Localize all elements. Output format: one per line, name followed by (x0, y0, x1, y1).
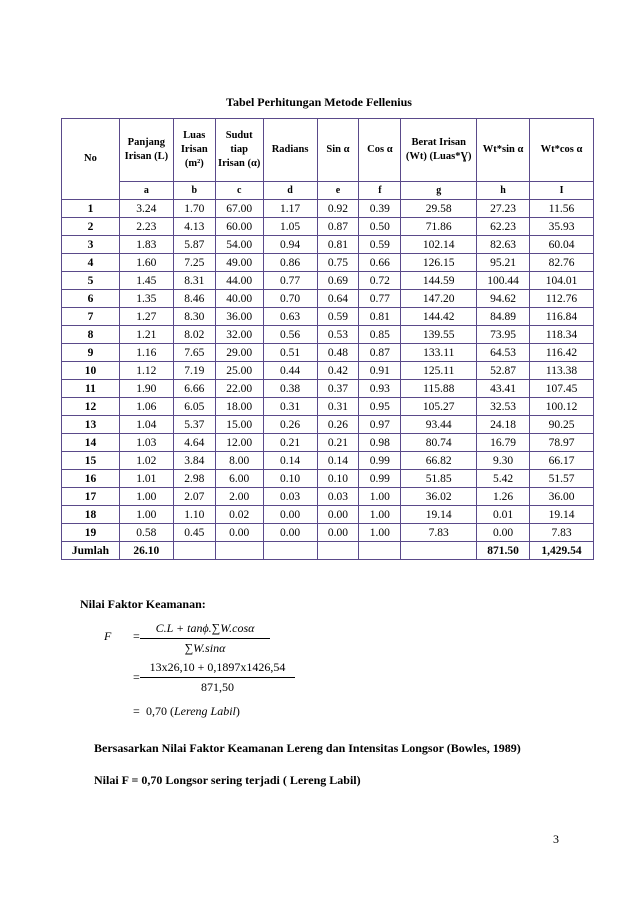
table-cell: 1.21 (119, 326, 173, 344)
header-cell: No (62, 119, 120, 200)
table-cell: 0.91 (359, 362, 401, 380)
letter-cell: a (119, 182, 173, 200)
table-cell: 12.00 (215, 434, 263, 452)
table-cell: 51.57 (530, 470, 594, 488)
table-cell: 1.00 (119, 488, 173, 506)
table-cell: 2.00 (215, 488, 263, 506)
table-row (62, 254, 594, 272)
formula-eq-3: = (133, 704, 140, 718)
table-cell: 1.00 (359, 524, 401, 542)
table-cell: 0.38 (263, 380, 317, 398)
header-cell: Luas Irisan (m²) (173, 119, 215, 182)
table-cell: 0.97 (359, 416, 401, 434)
table-cell: 0.00 (215, 524, 263, 542)
table-cell: 6.05 (173, 398, 215, 416)
table-cell: 40.00 (215, 290, 263, 308)
table-cell: 2.23 (119, 218, 173, 236)
table-cell: 0.70 (263, 290, 317, 308)
table-cell: 0.26 (317, 416, 359, 434)
table-cell: 0.58 (119, 524, 173, 542)
table-row (62, 236, 594, 254)
table-cell: 1.05 (263, 218, 317, 236)
table-cell: 0.03 (263, 488, 317, 506)
table-cell: 0.00 (263, 506, 317, 524)
table-cell: 60.04 (530, 236, 594, 254)
table-cell: 0.39 (359, 200, 401, 218)
table-cell: 5.37 (173, 416, 215, 434)
table-cell: 0.56 (263, 326, 317, 344)
table-cell: 0.51 (263, 344, 317, 362)
table-cell: 49.00 (215, 254, 263, 272)
table-cell: 115.88 (401, 380, 477, 398)
table-cell: 16.79 (477, 434, 530, 452)
table-row (62, 326, 594, 344)
table-cell: 1.03 (119, 434, 173, 452)
header-cell: Cos α (359, 119, 401, 182)
table-cell: 18.00 (215, 398, 263, 416)
table-cell: 8.46 (173, 290, 215, 308)
table-cell: 12 (62, 398, 120, 416)
table-cell: 19.14 (401, 506, 477, 524)
table-cell: 0.81 (317, 236, 359, 254)
total-cell: 1,429.54 (530, 542, 594, 560)
table-cell: 13 (62, 416, 120, 434)
table-cell: 94.62 (477, 290, 530, 308)
table-cell: 0.87 (317, 218, 359, 236)
table-cell: 54.00 (215, 236, 263, 254)
table-cell: 7.65 (173, 344, 215, 362)
table-row (62, 344, 594, 362)
formula-result: 0,70 (Lereng Labil) (146, 704, 240, 718)
table-cell: 43.41 (477, 380, 530, 398)
table-cell: 0.31 (317, 398, 359, 416)
table-cell: 6.66 (173, 380, 215, 398)
table-cell: 102.14 (401, 236, 477, 254)
table-cell: 0.21 (317, 434, 359, 452)
total-cell: 26.10 (119, 542, 173, 560)
header-cell: Radians (263, 119, 317, 182)
letter-row (62, 182, 594, 200)
table-cell: 5.87 (173, 236, 215, 254)
table-cell: 36.00 (215, 308, 263, 326)
table-cell: 0.95 (359, 398, 401, 416)
table-cell: 133.11 (401, 344, 477, 362)
table-cell: 5 (62, 272, 120, 290)
letter-cell: f (359, 182, 401, 200)
table-cell: 32.53 (477, 398, 530, 416)
table-cell: 1.00 (359, 506, 401, 524)
table-cell: 2.98 (173, 470, 215, 488)
result-note: Lereng Labil (174, 704, 236, 718)
table-cell: 3 (62, 236, 120, 254)
table-cell: 126.15 (401, 254, 477, 272)
table-cell: 4.13 (173, 218, 215, 236)
formula-num2: 13x26,10 + 0,1897x1426,54 (149, 660, 286, 674)
table-row (62, 362, 594, 380)
table-cell: 0.50 (359, 218, 401, 236)
table-cell: 32.00 (215, 326, 263, 344)
table-cell: 95.21 (477, 254, 530, 272)
table-cell: 7.83 (530, 524, 594, 542)
table-cell: 9.30 (477, 452, 530, 470)
table-cell: 2.07 (173, 488, 215, 506)
table-cell: 1.83 (119, 236, 173, 254)
table-cell: 1.26 (477, 488, 530, 506)
table-cell: 1.16 (119, 344, 173, 362)
table-cell: 9 (62, 344, 120, 362)
table-cell: 27.23 (477, 200, 530, 218)
table-cell: 11 (62, 380, 120, 398)
table-cell: 1.00 (119, 506, 173, 524)
table-cell: 8.30 (173, 308, 215, 326)
table-cell: 0.14 (317, 452, 359, 470)
safety-factor-label: Nilai Faktor Keamanan: (80, 597, 206, 611)
letter-cell: h (477, 182, 530, 200)
table-cell: 0.99 (359, 452, 401, 470)
table-cell: 7 (62, 308, 120, 326)
table-cell: 0.63 (263, 308, 317, 326)
table-cell: 0.42 (317, 362, 359, 380)
table-cell: 1.17 (263, 200, 317, 218)
table-cell: 1.01 (119, 470, 173, 488)
table-cell: 1.00 (359, 488, 401, 506)
formula-denominator: ∑W.sinα (184, 641, 226, 655)
table-cell: 0.64 (317, 290, 359, 308)
fraction-bar-2 (140, 677, 295, 678)
total-cell (359, 542, 401, 560)
table-cell: 1.10 (173, 506, 215, 524)
total-cell: 871.50 (477, 542, 530, 560)
table-cell: 36.00 (530, 488, 594, 506)
total-cell (173, 542, 215, 560)
table-cell: 82.76 (530, 254, 594, 272)
table-cell: 0.99 (359, 470, 401, 488)
formula-eq-2: = (133, 670, 140, 684)
table-cell: 66.17 (530, 452, 594, 470)
table-cell: 51.85 (401, 470, 477, 488)
note-result: Nilai F = 0,70 Longsor sering terjadi ( Lereng Labil) (94, 773, 361, 787)
table-cell: 0.10 (263, 470, 317, 488)
table-cell: 0.01 (477, 506, 530, 524)
table-cell: 144.59 (401, 272, 477, 290)
table-cell: 0.00 (263, 524, 317, 542)
table-row (62, 218, 594, 236)
table-row (62, 290, 594, 308)
table-row (62, 200, 594, 218)
table-cell: 15 (62, 452, 120, 470)
table-body (62, 200, 594, 560)
table-cell: 1.45 (119, 272, 173, 290)
total-cell (401, 542, 477, 560)
letter-cell: b (173, 182, 215, 200)
table-cell: 1.60 (119, 254, 173, 272)
table-cell: 100.44 (477, 272, 530, 290)
table-cell: 66.82 (401, 452, 477, 470)
table-cell: 3.24 (119, 200, 173, 218)
total-row (62, 542, 594, 560)
table-cell: 1.70 (173, 200, 215, 218)
table-cell: 16 (62, 470, 120, 488)
table-cell: 0.59 (317, 308, 359, 326)
table-row (62, 380, 594, 398)
table-cell: 29.00 (215, 344, 263, 362)
table-cell: 10 (62, 362, 120, 380)
table-cell: 36.02 (401, 488, 477, 506)
table-cell: 4 (62, 254, 120, 272)
table-cell: 0.31 (263, 398, 317, 416)
table-cell: 1.90 (119, 380, 173, 398)
table-cell: 7.19 (173, 362, 215, 380)
table-cell: 84.89 (477, 308, 530, 326)
table-cell: 116.42 (530, 344, 594, 362)
table-cell: 113.38 (530, 362, 594, 380)
table-cell: 8.31 (173, 272, 215, 290)
total-cell (215, 542, 263, 560)
header-cell: Wt*sin α (477, 119, 530, 182)
table-cell: 1 (62, 200, 120, 218)
table-cell: 6.00 (215, 470, 263, 488)
header-row (62, 119, 594, 182)
table-cell: 0.94 (263, 236, 317, 254)
table-row (62, 308, 594, 326)
table-cell: 1.04 (119, 416, 173, 434)
table-cell: 0.00 (317, 524, 359, 542)
table-cell: 93.44 (401, 416, 477, 434)
table-cell: 139.55 (401, 326, 477, 344)
table-cell: 11.56 (530, 200, 594, 218)
table-cell: 0.69 (317, 272, 359, 290)
table-cell: 64.53 (477, 344, 530, 362)
table-cell: 8 (62, 326, 120, 344)
table-row (62, 416, 594, 434)
table-cell: 6 (62, 290, 120, 308)
table-cell: 8.00 (215, 452, 263, 470)
table-title: Tabel Perhitungan Metode Fellenius (226, 95, 412, 109)
table-cell: 0.26 (263, 416, 317, 434)
table-cell: 2 (62, 218, 120, 236)
header-cell: Wt*cos α (530, 119, 594, 182)
table-cell: 0.44 (263, 362, 317, 380)
table-cell: 0.81 (359, 308, 401, 326)
table-cell: 60.00 (215, 218, 263, 236)
fellenius-table (61, 118, 594, 560)
table-cell: 116.84 (530, 308, 594, 326)
table-cell: 1.02 (119, 452, 173, 470)
table-cell: 0.86 (263, 254, 317, 272)
table-row (62, 272, 594, 290)
table-cell: 0.03 (317, 488, 359, 506)
table-cell: 1.35 (119, 290, 173, 308)
table-cell: 4.64 (173, 434, 215, 452)
table-row (62, 470, 594, 488)
table-cell: 44.00 (215, 272, 263, 290)
formula-lhs: F (104, 629, 112, 643)
table-cell: 0.72 (359, 272, 401, 290)
table-cell: 71.86 (401, 218, 477, 236)
formula-den2: 871,50 (201, 680, 234, 694)
table-cell: 125.11 (401, 362, 477, 380)
table-cell: 1.06 (119, 398, 173, 416)
letter-cell: d (263, 182, 317, 200)
table-cell: 0.59 (359, 236, 401, 254)
letter-cell: e (317, 182, 359, 200)
table-cell: 0.53 (317, 326, 359, 344)
table-cell: 80.74 (401, 434, 477, 452)
table-cell: 0.85 (359, 326, 401, 344)
table-cell: 3.84 (173, 452, 215, 470)
table-cell: 0.66 (359, 254, 401, 272)
table-cell: 18 (62, 506, 120, 524)
table-cell: 100.12 (530, 398, 594, 416)
note-bowles: Bersasarkan Nilai Faktor Keamanan Lereng dan Intensitas Longsor (Bowles, 1989) (94, 741, 521, 755)
table-cell: 0.93 (359, 380, 401, 398)
table-cell: 0.98 (359, 434, 401, 452)
table-cell: 0.87 (359, 344, 401, 362)
letter-cell: c (215, 182, 263, 200)
table-row (62, 524, 594, 542)
table-row (62, 452, 594, 470)
table-cell: 19 (62, 524, 120, 542)
header-cell: Panjang Irisan (L) (119, 119, 173, 182)
table-cell: 14 (62, 434, 120, 452)
total-cell (317, 542, 359, 560)
table-cell: 22.00 (215, 380, 263, 398)
table-cell: 0.92 (317, 200, 359, 218)
table-cell: 25.00 (215, 362, 263, 380)
table-cell: 112.76 (530, 290, 594, 308)
table-row (62, 488, 594, 506)
formula-eq-1: = (133, 629, 140, 643)
table-cell: 24.18 (477, 416, 530, 434)
table-cell: 0.21 (263, 434, 317, 452)
table-cell: 35.93 (530, 218, 594, 236)
table-cell: 90.25 (530, 416, 594, 434)
table-cell: 118.34 (530, 326, 594, 344)
table-cell: 0.45 (173, 524, 215, 542)
header-cell: Sin α (317, 119, 359, 182)
table-cell: 0.00 (317, 506, 359, 524)
table-cell: 0.02 (215, 506, 263, 524)
table-cell: 0.77 (359, 290, 401, 308)
fraction-bar-1 (140, 638, 270, 639)
table-cell: 0.37 (317, 380, 359, 398)
table-cell: 0.48 (317, 344, 359, 362)
table-cell: 107.45 (530, 380, 594, 398)
table-cell: 73.95 (477, 326, 530, 344)
table-cell: 17 (62, 488, 120, 506)
table-cell: 8.02 (173, 326, 215, 344)
table-cell: 0.10 (317, 470, 359, 488)
table-row (62, 434, 594, 452)
table-cell: 1.27 (119, 308, 173, 326)
formula-numerator: C.L + tanϕ.∑W.cosα (155, 621, 255, 635)
table-row (62, 506, 594, 524)
page-number: 3 (553, 832, 559, 846)
table-cell: 52.87 (477, 362, 530, 380)
table-cell: 0.14 (263, 452, 317, 470)
table-cell: 19.14 (530, 506, 594, 524)
table-cell: 1.12 (119, 362, 173, 380)
table-cell: 0.00 (477, 524, 530, 542)
table-cell: 7.83 (401, 524, 477, 542)
header-cell: Sudut tiap Irisan (α) (215, 119, 263, 182)
table-cell: 7.25 (173, 254, 215, 272)
table-cell: 144.42 (401, 308, 477, 326)
table-cell: 78.97 (530, 434, 594, 452)
table-cell: 15.00 (215, 416, 263, 434)
letter-cell: g (401, 182, 477, 200)
table-cell: 5.42 (477, 470, 530, 488)
total-cell: Jumlah (62, 542, 120, 560)
total-cell (263, 542, 317, 560)
table-cell: 0.77 (263, 272, 317, 290)
table-cell: 0.75 (317, 254, 359, 272)
table-cell: 104.01 (530, 272, 594, 290)
table-cell: 29.58 (401, 200, 477, 218)
letter-cell: I (530, 182, 594, 200)
table-cell: 147.20 (401, 290, 477, 308)
table-cell: 62.23 (477, 218, 530, 236)
table-cell: 67.00 (215, 200, 263, 218)
table-row (62, 398, 594, 416)
table-cell: 82.63 (477, 236, 530, 254)
table-cell: 105.27 (401, 398, 477, 416)
header-cell: Berat Irisan (Wt) (Luas*Ɣ) (401, 119, 477, 182)
